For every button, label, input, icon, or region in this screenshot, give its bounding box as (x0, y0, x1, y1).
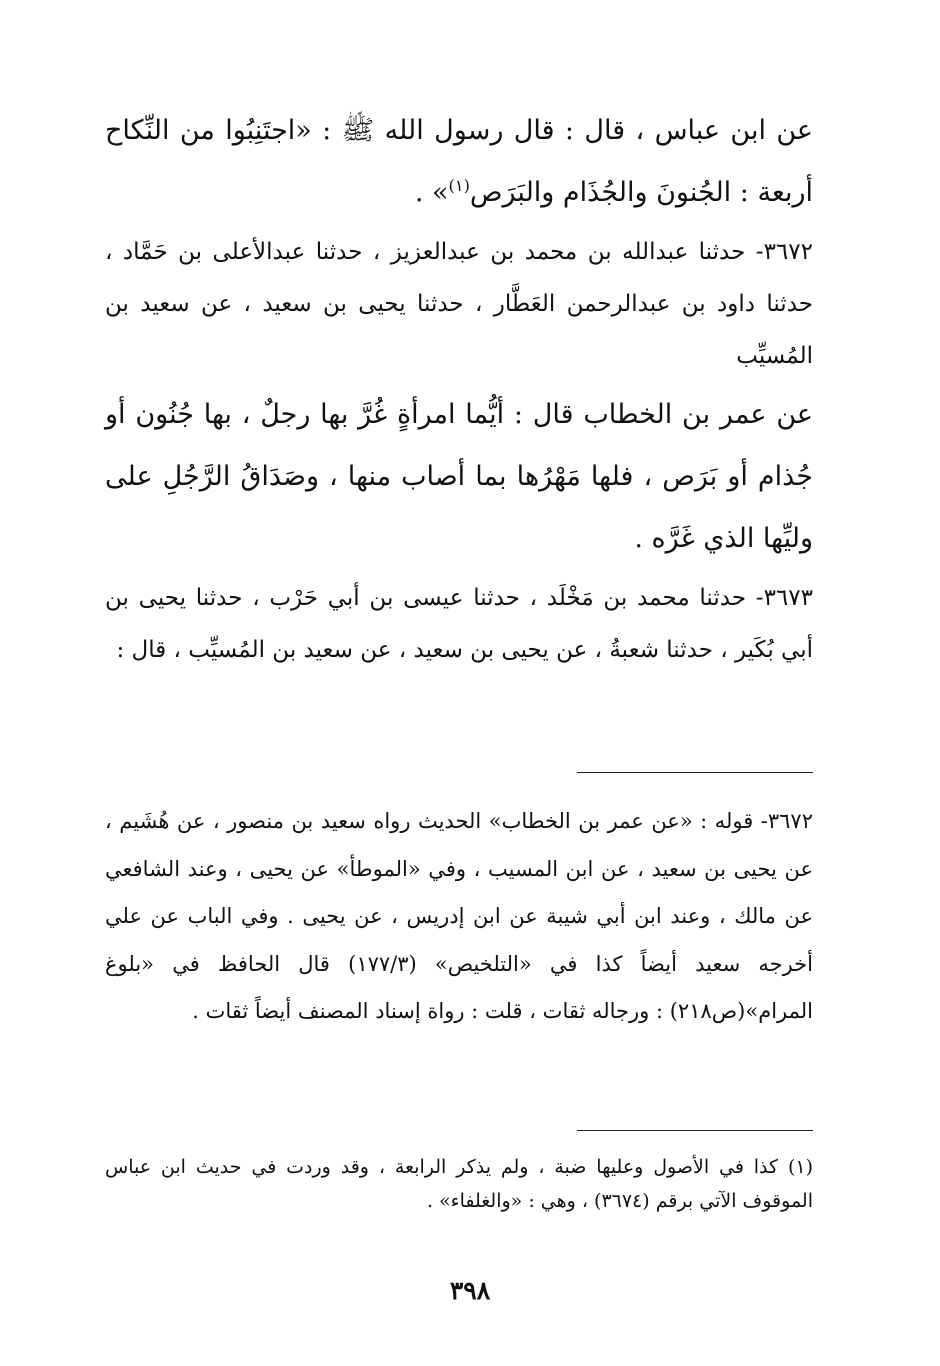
footnote-1: (١) كذا في الأصول وعليها ضبة ، ولم يذكر الرابعة ، وقد وردت في حديث ابن عباس الموقوف الآتي برقم (٣٦٧٤) ، وهي : «والغلفاء» . (105, 1156, 813, 1212)
commentary-3672: ٣٦٧٢- قوله : «عن عمر بن الخطاب» الحديث رواه سعيد بن منصور ، عن هُشَيم ، عن يحيى بن سعيد ، عن ابن المسيب ، وفي «الموطأ» عن يحيى ، وعند الشافعي عن مالك ، وعند ابن أبي شيبة عن ابن إدريس ، عن يحيى . وفي الباب عن علي أخرجه سعيد أيضاً كذا في «التلخيص» (١٧٧/٣) قال الحافظ في «بلوغ المرام»(ص٢١٨) : ورجاله ثقات ، قلت : رواة إسناد المصنف أيضاً ثقات . (105, 809, 813, 1023)
page-number: ٣٩٨ (449, 1276, 491, 1305)
hadith-3671-matn (105, 100, 813, 224)
hadith-3673-isnad: ٣٦٧٣- حدثنا محمد بن مَخْلَد ، حدثنا عيسى بن أبي حَرْب ، حدثنا يحيى بن أبي بُكَير ، حدثنا شعبةُ ، عن يحيى بن سعيد ، عن سعيد بن المُسيِّب ، قال : (105, 585, 813, 663)
hadith-3671-text: عن ابن عباس ، قال : قال رسول الله ﷺ : «اجتَنِبُوا من النِّكاح أربعة : الجُنونَ والجُذَام والبَرَص (105, 115, 813, 208)
hadith-3671-closing: » . (414, 177, 449, 208)
footnote-reference: (١) (448, 176, 470, 195)
commentary-separator (577, 772, 813, 773)
hadith-3672-isnad: ٣٦٧٢- حدثنا عبدالله بن محمد بن عبدالعزيز ، حدثنا عبدالأعلى بن حَمَّاد ، حدثنا داود بن عبدالرحمن العَطَّار ، حدثنا يحيى بن سعيد ، عن سعيد بن المُسيِّب (105, 239, 813, 369)
hadith-3672-matn: عن عمر بن الخطاب قال : أيُّما امرأةٍ غُرَّ بها رجلٌ ، بها جُنُون أو جُذام أو بَرَص ، فلها مَهْرُها بما أصاب منها ، وصَدَاقُ الرَّجُلِ على وليِّها الذي غَرَّه . (105, 399, 813, 554)
footnote-separator (577, 1130, 813, 1131)
